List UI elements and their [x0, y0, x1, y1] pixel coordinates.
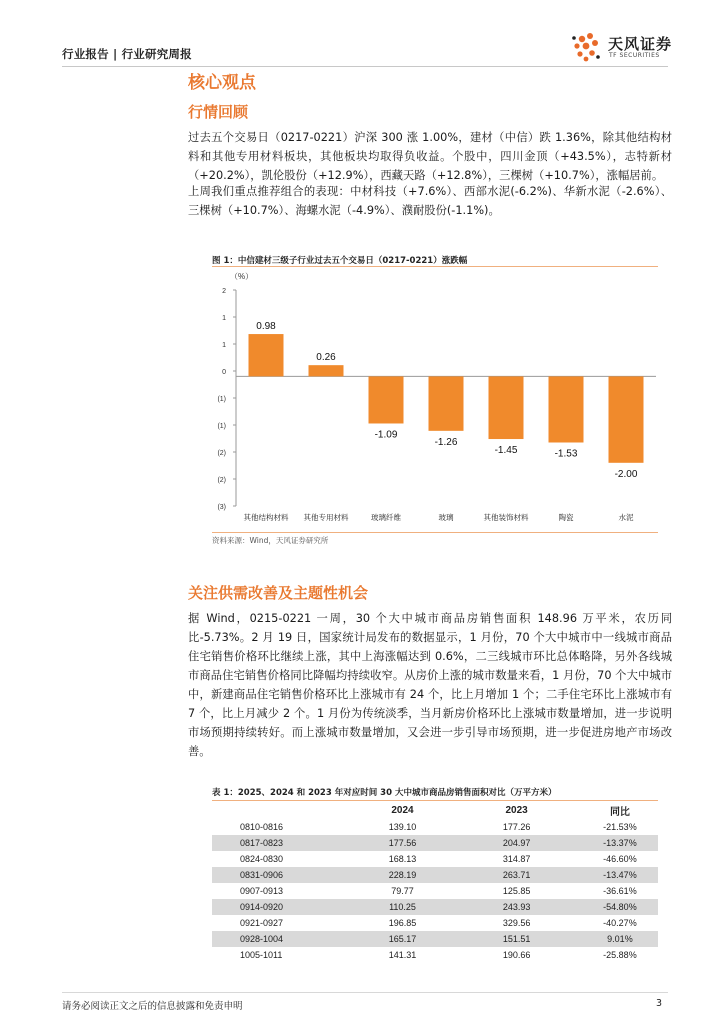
table-row — [212, 883, 658, 899]
y-tick-label: (2) — [217, 450, 226, 457]
table-cell-period: 0928-1004 — [212, 931, 354, 947]
company-logo — [568, 30, 688, 64]
table-cell-period: 1005-1011 — [212, 947, 354, 963]
table-cell-2023: 204.97 — [451, 835, 582, 851]
table-cell-2023: 329.56 — [451, 915, 582, 931]
table-cell-2024: 110.25 — [354, 899, 452, 915]
company-name: 天风证券 — [608, 35, 673, 53]
table-caption-rule — [212, 800, 658, 801]
bar-value-label: -1.53 — [554, 448, 578, 460]
y-tick-label: 2 — [222, 288, 226, 295]
portfolio-performance-paragraph: 上周我们重点推荐组合的表现：中材科技（+7.6%）、西部水泥(-6.2%)、华新水泥（-2.6%）、三棵树（+10.7%）、海螺水泥（-4.9%）、濮耐股份(-1.1%)。 — [188, 185, 672, 217]
footer-divider — [62, 992, 668, 993]
table-row — [212, 899, 658, 915]
table-row — [212, 851, 658, 867]
table-cell-2024: 196.85 — [354, 915, 452, 931]
figure-caption-rule — [212, 266, 658, 267]
y-tick-label: (1) — [217, 396, 226, 403]
table-cell-2023: 243.93 — [451, 899, 582, 915]
bar-value-label: 0.98 — [256, 321, 276, 333]
table-cell-yoy: 9.01% — [582, 931, 658, 947]
y-tick-label: (3) — [217, 504, 226, 511]
table-cell-yoy: -13.47% — [582, 867, 658, 883]
y-axis-unit-label: （%） — [230, 272, 254, 281]
table-cell-2024: 177.56 — [354, 835, 452, 851]
table-row — [212, 915, 658, 931]
y-tick-label: 0 — [222, 369, 226, 376]
bar-value-label: -1.26 — [434, 436, 458, 448]
table-cell-2024: 79.77 — [354, 883, 452, 899]
y-tick-label: (2) — [217, 477, 226, 484]
bar-value-label: -2.00 — [614, 468, 638, 480]
x-category-label: 玻璃纤维 — [371, 513, 401, 522]
table-header-2024: 2024 — [391, 805, 414, 816]
report-type-header: 行业报告 | 行业研究周报 — [62, 47, 192, 61]
sales-area-table — [212, 802, 658, 963]
table-cell-yoy: -21.53% — [582, 819, 658, 835]
figure-source: 资料来源：Wind，天风证券研究所 — [212, 536, 329, 545]
bar-4 — [429, 376, 464, 430]
table-cell-yoy: -46.60% — [582, 851, 658, 867]
table-cell-period: 0824-0830 — [212, 851, 354, 867]
x-category-label: 其他专用材料 — [303, 513, 349, 522]
table-cell-yoy: -40.27% — [582, 915, 658, 931]
table-cell-period: 0810-0816 — [212, 819, 354, 835]
x-category-label: 陶瓷 — [558, 513, 574, 522]
table-cell-2023: 263.71 — [451, 867, 582, 883]
y-tick-label: (1) — [217, 423, 226, 430]
header-divider — [62, 66, 668, 67]
table-cell-2024: 165.17 — [354, 931, 452, 947]
table-cell-2024: 139.10 — [354, 819, 452, 835]
table-header-yoy: 同比 — [609, 807, 630, 818]
x-category-label: 其他结构材料 — [243, 513, 289, 522]
y-tick-label: 1 — [222, 315, 226, 322]
bar-3 — [369, 376, 404, 423]
table-cell-period: 0907-0913 — [212, 883, 354, 899]
figure-bottom-rule — [212, 532, 658, 533]
table-cell-2023: 314.87 — [451, 851, 582, 867]
table-row — [212, 835, 658, 851]
bar-7 — [609, 376, 644, 462]
bar-chart — [200, 268, 670, 530]
table-row — [212, 867, 658, 883]
supply-demand-paragraph: 据 Wind，0215-0221 一周，30 个大中城市商品房销售面积 148.96 万平米，农历同比-5.73%。2 月 19 日，国家统计局发布的数据显示，1 月份，70 个大中城市中一线城市商品住宅销售价格环比继续上涨，其中上海涨幅达到 0.6%，二三线城市环比总体略降，另外各线城市商品住宅销售价格同比降幅均持续收窄。从房价上涨的城市数量来看，1 月份，70 个大中城市中，新建商品住宅销售价格环比上涨城市有 24 个，比上月增加 1 个；二手住宅环比上涨城市有 7 个，比上月减少 2 个。1 月份为传统淡季，当月新房价格环比上涨城市数量增加，进一步说明市场预期持续转好。而上涨城市数量增加，又会进一步引导市场预期，进一步促进房地产市场改善。 — [188, 612, 672, 758]
table-cell-2024: 141.31 — [354, 947, 452, 963]
table-row — [212, 931, 658, 947]
table-cell-2023: 190.66 — [451, 947, 582, 963]
table-cell-2023: 125.85 — [451, 883, 582, 899]
table-cell-period: 0914-0920 — [212, 899, 354, 915]
page-title: 核心观点 — [188, 73, 256, 93]
table-row — [212, 819, 658, 835]
x-category-label: 玻璃 — [438, 513, 454, 522]
table-cell-yoy: -54.80% — [582, 899, 658, 915]
bar-5 — [489, 376, 524, 439]
company-english-name: TF SECURITIES — [609, 52, 660, 59]
market-review-paragraph: 过去五个交易日（0217-0221）沪深 300 涨 1.00%，建材（中信）跌 1.36%，除其他结构材料和其他专用材料板块，其他板块均取得负收益。个股中，四川金顶（+43.5%），志特新材（+20.2%），凯伦股份（+12.9%），西藏天路（+12.8%），三棵树（+10.7%），涨幅居前。 — [188, 131, 672, 182]
table-caption: 表 1：2025、2024 和 2023 年对应时间 30 大中城市商品房销售面积对比（万平方米） — [212, 788, 557, 798]
table-row — [212, 947, 658, 963]
section-heading-supply-demand: 关注供需改善及主题性机会 — [188, 584, 369, 602]
table-cell-yoy: -25.88% — [582, 947, 658, 963]
table-cell-period: 0817-0823 — [212, 835, 354, 851]
bar-value-label: -1.09 — [374, 429, 398, 441]
logo-flower-icon — [568, 30, 608, 64]
page-number: 3 — [656, 998, 663, 1009]
footer-disclaimer: 请务必阅读正文之后的信息披露和免责申明 — [62, 1001, 243, 1012]
table-cell-period: 0831-0906 — [212, 867, 354, 883]
bar-6 — [549, 376, 584, 442]
bar-value-label: 0.26 — [316, 352, 336, 364]
x-category-label: 水泥 — [618, 513, 634, 522]
bar-value-label: -1.45 — [494, 445, 518, 457]
x-category-label: 其他装饰材料 — [483, 513, 529, 522]
section-heading-market-review: 行情回顾 — [188, 103, 249, 121]
bar-2 — [309, 365, 344, 376]
table-header-row — [212, 802, 658, 819]
table-cell-yoy: -13.37% — [582, 835, 658, 851]
table-cell-2023: 151.51 — [451, 931, 582, 947]
table-cell-period: 0921-0927 — [212, 915, 354, 931]
bar-1 — [249, 334, 284, 376]
table-header-2023: 2023 — [505, 805, 528, 816]
table-header-period — [212, 802, 354, 819]
y-tick-label: 1 — [222, 342, 226, 349]
table-cell-2024: 168.13 — [354, 851, 452, 867]
table-cell-yoy: -36.61% — [582, 883, 658, 899]
table-cell-2023: 177.26 — [451, 819, 582, 835]
figure-caption: 图 1：中信建材三级子行业过去五个交易日（0217-0221）涨跌幅 — [212, 256, 468, 266]
table-cell-2024: 228.19 — [354, 867, 452, 883]
